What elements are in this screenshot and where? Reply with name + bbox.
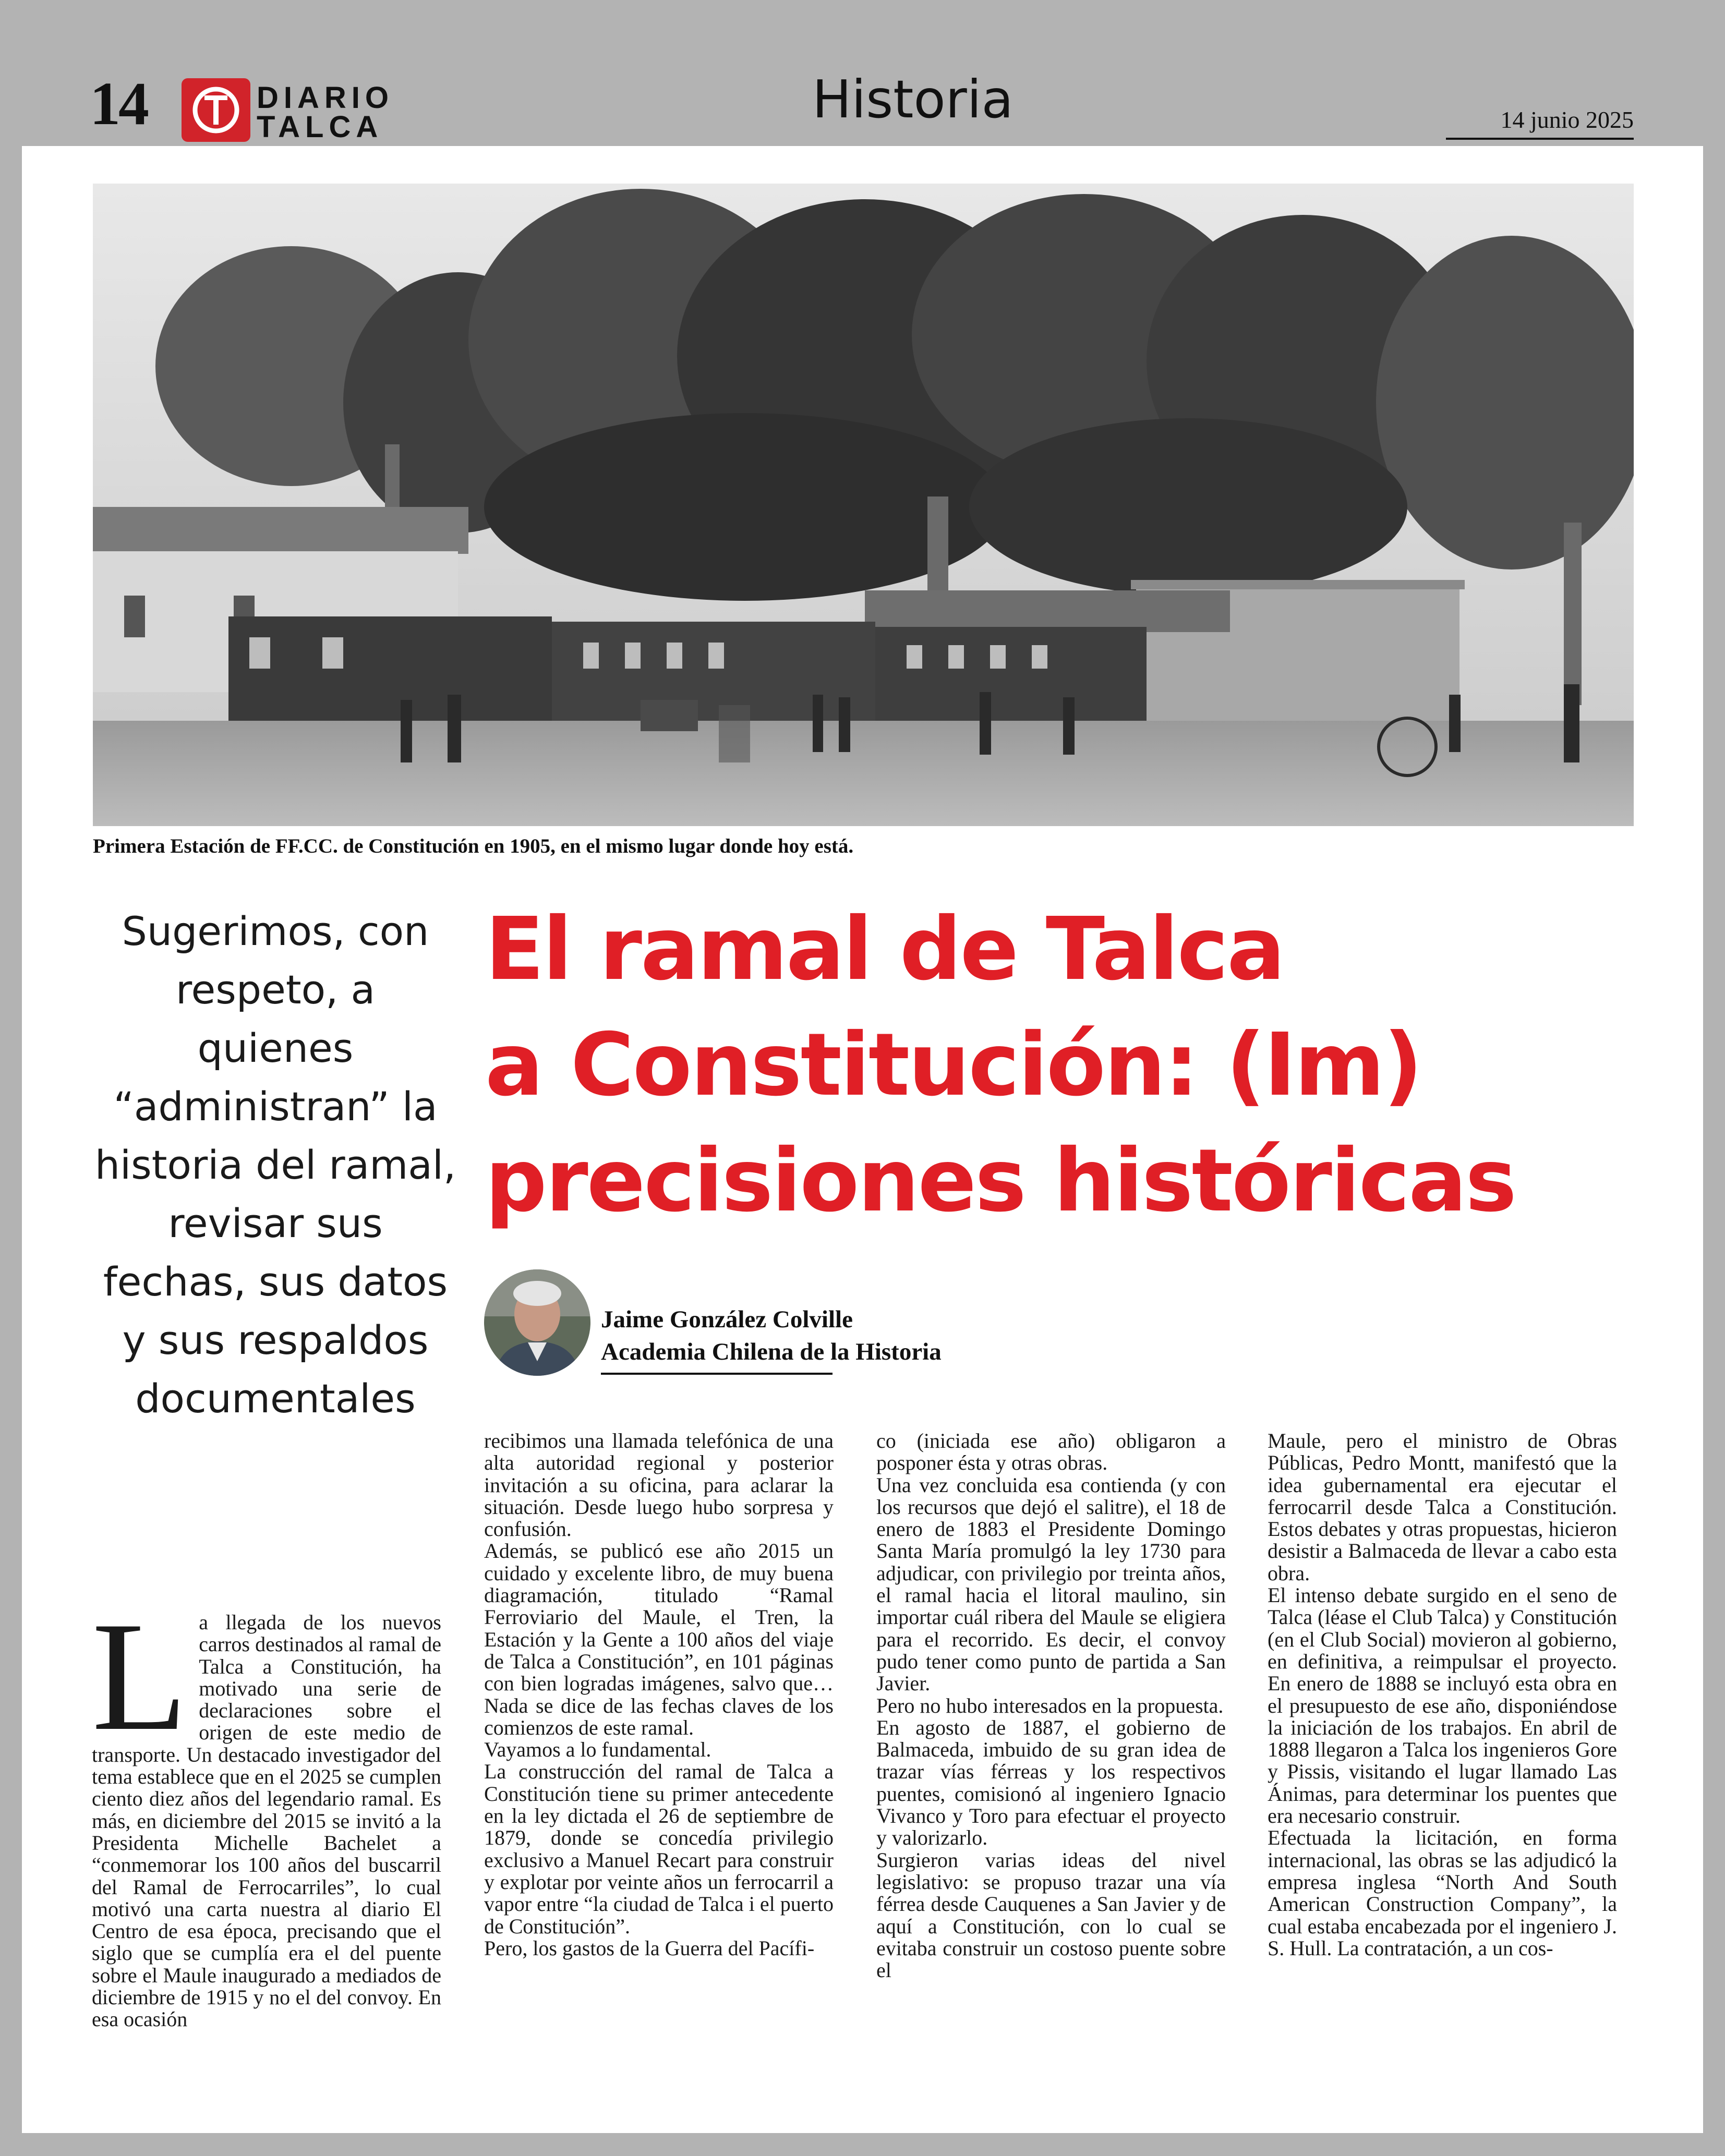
paragraph: Una vez concluida esa contienda (y con los recursos que dejó el salitre), el 18 de enero de 1883 el Presidente Domingo Santa María promulgó la ley 1730 para adjudicar, con privilegio por treinta años, el ramal hacia el litoral maulino, sin importar cuál ribera del Maule se eligiera para el recorrido. Es decir, el convoy pudo tener como punto de partida a San Javier. bbox=[876, 1473, 1226, 1695]
paragraph: El intenso debate surgido en el seno de Talca (léase el Club Talca) y Constitución (en el Club Social) movieron al gobierno, en definitiva, a reimpulsar el proyecto. En enero de 1888 se incluyó esta obra en el presupuesto de ese año, disponiéndose la iniciación de los trabajos. En abril de 1888 llegaron a Talca los ingenieros Gore y Pissis, visitando el lugar llamado Las Ánimas, para determinar los puentes que era necesario construir. bbox=[1268, 1583, 1617, 1828]
page-number: 14 bbox=[90, 69, 147, 138]
brand-line-talca: TALCA bbox=[257, 110, 383, 144]
photo-caption: Primera Estación de FF.CC. de Constitución en 1905, en el mismo lugar donde hoy está. bbox=[93, 835, 854, 857]
section-title: Historia bbox=[812, 69, 1014, 130]
paragraph: En agosto de 1887, el gobierno de Balmaceda, imbuido de su gran idea de trazar vías férreas y los respectivos puentes, comisionó al ingeniero Ignacio Vivanco y Toro para efectuar el proyecto y valorizarlo. bbox=[876, 1715, 1226, 1850]
author-affiliation: Academia Chilena de la Historia bbox=[601, 1338, 942, 1365]
paragraph: Pero, los gastos de la Guerra del Pacífi- bbox=[484, 1936, 815, 1960]
brand-line-diario: DIARIO bbox=[257, 81, 394, 115]
bottom-frame-bar bbox=[0, 2133, 1725, 2156]
author-divider bbox=[601, 1373, 833, 1375]
paragraph: Vayamos a lo fundamental. bbox=[484, 1738, 711, 1762]
article-headline bbox=[485, 892, 1659, 1239]
paragraph: Pero no hubo interesados en la propuesta. bbox=[876, 1693, 1224, 1717]
article-column-1 bbox=[92, 1590, 441, 2031]
paragraph: Maule, pero el ministro de Obras Públicas, Pedro Montt, manifestó que la idea gubernamental era ejecutar el ferrocarril desde Talca a Constitución. Estos debates y otras propuestas, hicieron desistir a Balmaceda de llevar a cabo esta obra. bbox=[1268, 1429, 1617, 1585]
paragraph: co (iniciada ese año) obligaron a posponer ésta y otras obras. bbox=[876, 1429, 1226, 1475]
author-portrait bbox=[484, 1269, 590, 1376]
article-column-2 bbox=[484, 1430, 834, 1959]
paragraph: recibimos una llamada telefónica de una alta autoridad regional y posterior invitación a su oficina, para aclarar la situación. Desde luego hubo sorpresa y confusión. bbox=[484, 1429, 834, 1541]
pull-quote: Sugerimos, con respeto, a quienes “administran” la historia del ramal, revisar sus fechas, sus datos y sus respaldos documentales bbox=[94, 908, 456, 1422]
headline-line-1: El ramal de Talca bbox=[485, 899, 1284, 1000]
issue-date: 14 junio 2025 bbox=[1446, 106, 1634, 140]
author-name: Jaime González Colville bbox=[601, 1306, 853, 1333]
brand-name bbox=[257, 83, 394, 142]
paragraph: Además, se publicó ese año 2015 un cuidado y excelente libro, de muy buena diagramación, titulado “Ramal Ferroviario del Maule, el Tren, la Estación y la Gente a 100 años del viaje de Talca a Constitución”, en 101 páginas con bien logradas imágenes, salvo que…Nada se dice de las fechas claves de los comienzos de este ramal. bbox=[484, 1539, 834, 1739]
paragraph: Efectuada la licitación, en forma internacional, las obras se las adjudicó la empresa inglesa “North And South American Construction Company”, la cual estaba encabezada por el ingeniero J. S. Hull. La contratación, a un cos- bbox=[1268, 1826, 1617, 1960]
article-column-3 bbox=[876, 1430, 1226, 1981]
left-frame-bar bbox=[0, 146, 22, 2133]
paragraph: La construcción del ramal de Talca a Constitución tiene su primer antecedente en la ley dictada el 26 de septiembre de 1879, donde se concedía privilegio exclusivo a Manuel Recart para construir y explotar por veinte años un ferrocarril a vapor entre “la ciudad de Talca i el puerto de Constitución”. bbox=[484, 1760, 834, 1938]
headline-line-2: a Constitución: (Im) bbox=[485, 1015, 1421, 1116]
diario-talca-logo bbox=[182, 78, 250, 142]
headline-line-3: precisiones históricas bbox=[485, 1131, 1515, 1231]
historic-station-photo bbox=[93, 184, 1634, 826]
paragraph: Surgieron varias ideas del nivel legislativo: se propuso trazar una vía férrea desde Cauquenes a San Javier y de aquí a Constitución, con lo cual se evitaba construir un costoso puente sobre el bbox=[876, 1848, 1226, 1982]
article-column-4 bbox=[1268, 1430, 1617, 1959]
right-frame-bar bbox=[1703, 146, 1725, 2133]
paragraph: a llegada de los nuevos carros destinados al ramal de Talca a Constitución, ha motivado una serie de declaraciones sobre el origen de este medio de transporte. Un destacado investigador del tema establece que en el 2025 se cumplen ciento diez años del legendario ramal. Es más, en diciembre del 2015 se invitó a la Presidenta Michelle Bachelet a “conmemorar los 100 años del buscarril del Ramal de Ferrocarriles”, lo cual motivó una carta nuestra al diario El Centro de esa época, precisando que el siglo que se cumplía era el del puente sobre el Maule inaugurado a mediados de diciembre de 1915 y no el del convoy. En esa ocasión bbox=[92, 1610, 441, 2031]
drop-cap: L bbox=[92, 1590, 188, 1763]
